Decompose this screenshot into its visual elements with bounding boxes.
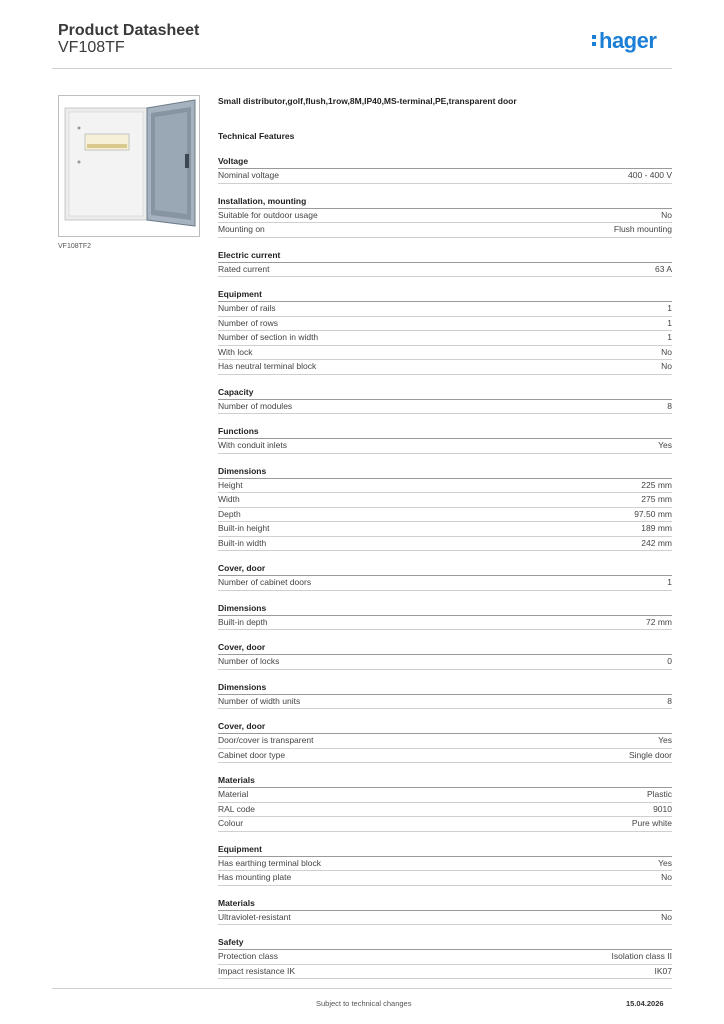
- spec-label: Nominal voltage: [218, 170, 279, 180]
- spec-section: [218, 288, 672, 375]
- spec-row: [218, 360, 672, 375]
- section-spacer: [218, 184, 672, 195]
- spec-label: Has mounting plate: [218, 872, 292, 882]
- spec-label: Cabinet door type: [218, 749, 286, 760]
- spec-label: Impact resistance IK: [218, 965, 296, 976]
- section-spacer: [218, 832, 672, 843]
- spec-value: 8: [667, 695, 672, 706]
- spec-row: [218, 493, 672, 508]
- spec-row: [218, 857, 672, 872]
- spec-label: Ultraviolet-resistant: [218, 911, 291, 922]
- spec-value: Pure white: [631, 818, 672, 828]
- spec-label: Has earthing terminal block: [218, 857, 321, 868]
- spec-label: Number of modules: [218, 400, 293, 411]
- spec-section: [218, 195, 672, 238]
- spec-row: [218, 911, 672, 926]
- spec-section: [218, 897, 672, 926]
- spec-label: Number of width units: [218, 695, 301, 706]
- spec-section-title: Cover, door: [218, 562, 672, 576]
- spec-value: Single door: [628, 749, 672, 760]
- spec-label: Number of locks: [218, 656, 280, 666]
- spec-section: [218, 774, 672, 832]
- spec-value: 189 mm: [641, 523, 672, 533]
- spec-value: Flush mounting: [613, 224, 672, 234]
- spec-section-title: Functions: [218, 425, 672, 439]
- spec-section-title: Capacity: [218, 386, 672, 400]
- spec-label: Door/cover is transparent: [218, 735, 314, 745]
- spec-value: 63 A: [654, 263, 672, 274]
- product-description: Small distributor,golf,flush,1row,8M,IP40,MS-terminal,PE,transparent door: [218, 96, 517, 106]
- section-spacer: [218, 375, 672, 386]
- section-spacer: [218, 630, 672, 641]
- spec-row: [218, 439, 672, 454]
- spec-section: [218, 602, 672, 631]
- spec-value: 242 mm: [641, 537, 672, 548]
- spec-value: 1: [667, 332, 672, 342]
- spec-section-title: Cover, door: [218, 641, 672, 655]
- spec-section: [218, 386, 672, 415]
- spec-value: 72 mm: [646, 616, 672, 627]
- page-title: Product Datasheet: [58, 22, 200, 39]
- spec-row: [218, 263, 672, 278]
- spec-section-title: Cover, door: [218, 720, 672, 734]
- brand-name: hager: [599, 28, 657, 53]
- spec-section-title: Voltage: [218, 155, 672, 169]
- spec-label: Suitable for outdoor usage: [218, 209, 318, 220]
- spec-row: [218, 508, 672, 523]
- spec-section-title: Dimensions: [218, 681, 672, 695]
- spec-value: 9010: [653, 803, 672, 814]
- spec-row: [218, 522, 672, 537]
- spec-label: Built-in height: [218, 523, 270, 533]
- spec-label: Height: [218, 479, 243, 490]
- spec-row: [218, 576, 672, 591]
- spec-label: Number of cabinet doors: [218, 577, 312, 587]
- spec-section-title: Materials: [218, 897, 672, 911]
- spec-section-title: Dimensions: [218, 465, 672, 479]
- technical-features-heading: Technical Features: [218, 131, 295, 141]
- spec-section-title: Equipment: [218, 843, 672, 857]
- spec-value: 400 - 400 V: [628, 170, 672, 180]
- section-spacer: [218, 709, 672, 720]
- spec-value: 275 mm: [641, 494, 672, 504]
- spec-value: Plastic: [646, 789, 672, 799]
- spec-row: [218, 169, 672, 184]
- spec-section: [218, 720, 672, 763]
- footer-divider: [52, 988, 672, 989]
- spec-label: Has neutral terminal block: [218, 361, 317, 371]
- spec-row: [218, 803, 672, 818]
- spec-value: 0: [667, 656, 672, 666]
- spec-value: Yes: [658, 857, 672, 868]
- spec-row: [218, 209, 672, 224]
- spec-section: [218, 425, 672, 454]
- spec-section: [218, 936, 672, 979]
- spec-row: [218, 537, 672, 552]
- section-spacer: [218, 551, 672, 562]
- spec-value: 1: [667, 577, 672, 587]
- section-spacer: [218, 277, 672, 288]
- footer-date: 15.04.2026: [626, 999, 664, 1008]
- spec-label: Protection class: [218, 951, 278, 961]
- spec-label: Built-in depth: [218, 616, 268, 627]
- logo-dots-icon: [592, 35, 598, 49]
- spec-value: 1: [667, 317, 672, 328]
- spec-section: [218, 155, 672, 184]
- spec-row: [218, 695, 672, 710]
- spec-row: [218, 346, 672, 361]
- spec-label: With conduit inlets: [218, 440, 287, 450]
- spec-row: [218, 331, 672, 346]
- section-spacer: [218, 414, 672, 425]
- spec-row: [218, 871, 672, 886]
- spec-value: 1: [667, 303, 672, 313]
- spec-label: Number of rows: [218, 317, 278, 328]
- spec-section: [218, 641, 672, 670]
- spec-label: Number of section in width: [218, 332, 319, 342]
- spec-label: Colour: [218, 818, 244, 828]
- spec-value: No: [661, 346, 672, 357]
- distribution-box-image: [59, 96, 199, 236]
- spec-section-title: Installation, mounting: [218, 195, 672, 209]
- spec-label: Number of rails: [218, 303, 276, 313]
- spec-table: [218, 155, 672, 979]
- spec-value: IK07: [654, 965, 672, 976]
- spec-section-title: Equipment: [218, 288, 672, 302]
- spec-section: [218, 249, 672, 278]
- spec-value: 8: [667, 400, 672, 411]
- product-code: VF108TF: [58, 39, 125, 56]
- spec-row: [218, 788, 672, 803]
- spec-label: Mounting on: [218, 224, 265, 234]
- spec-section: [218, 681, 672, 710]
- spec-row: [218, 965, 672, 980]
- spec-row: [218, 616, 672, 631]
- photo-caption: VF108TF2: [58, 243, 92, 250]
- header-divider: [52, 68, 672, 69]
- spec-row: [218, 223, 672, 238]
- spec-section-title: Dimensions: [218, 602, 672, 616]
- spec-value: 97.50 mm: [634, 508, 672, 519]
- spec-row: [218, 317, 672, 332]
- spec-value: Yes: [658, 440, 672, 450]
- spec-value: Isolation class II: [611, 951, 672, 961]
- spec-value: No: [661, 911, 672, 922]
- section-spacer: [218, 763, 672, 774]
- spec-section: [218, 465, 672, 552]
- spec-row: [218, 734, 672, 749]
- spec-label: Built-in width: [218, 537, 267, 548]
- spec-value: 225 mm: [641, 479, 672, 490]
- spec-row: [218, 400, 672, 415]
- spec-value: No: [661, 209, 672, 220]
- spec-row: [218, 655, 672, 670]
- spec-row: [218, 749, 672, 764]
- section-spacer: [218, 925, 672, 936]
- spec-value: No: [661, 361, 672, 371]
- spec-label: With lock: [218, 346, 253, 357]
- spec-row: [218, 817, 672, 832]
- product-photo: [58, 95, 200, 237]
- spec-label: Depth: [218, 508, 241, 519]
- section-spacer: [218, 886, 672, 897]
- spec-row: [218, 479, 672, 494]
- section-spacer: [218, 238, 672, 249]
- spec-section-title: Safety: [218, 936, 672, 950]
- spec-row: [218, 950, 672, 965]
- spec-label: Material: [218, 789, 249, 799]
- section-spacer: [218, 454, 672, 465]
- spec-value: No: [661, 872, 672, 882]
- brand-logo: [592, 28, 656, 54]
- spec-section: [218, 843, 672, 886]
- section-spacer: [218, 591, 672, 602]
- section-spacer: [218, 670, 672, 681]
- spec-label: Width: [218, 494, 240, 504]
- footer-note: Subject to technical changes: [316, 999, 412, 1008]
- spec-section-title: Materials: [218, 774, 672, 788]
- spec-section-title: Electric current: [218, 249, 672, 263]
- spec-label: Rated current: [218, 263, 270, 274]
- spec-row: [218, 302, 672, 317]
- spec-value: Yes: [658, 735, 672, 745]
- spec-section: [218, 562, 672, 591]
- spec-label: RAL code: [218, 803, 256, 814]
